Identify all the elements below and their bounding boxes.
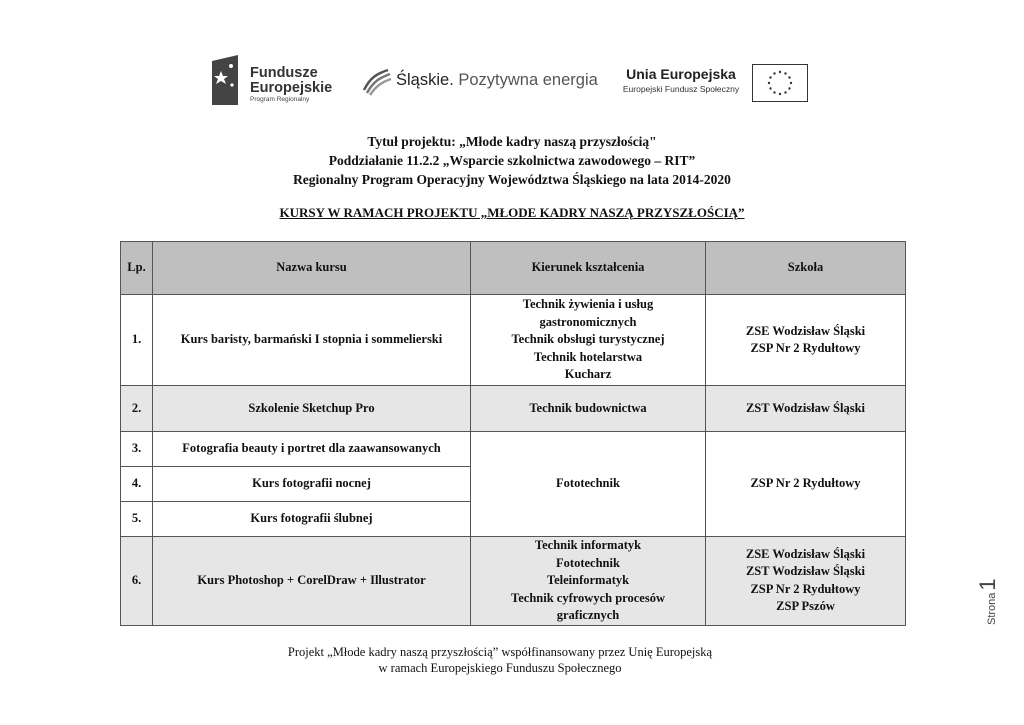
- table-row: [121, 386, 906, 432]
- table-row: [121, 432, 906, 467]
- table-header-row: [121, 242, 906, 295]
- cell-szkola: ZST Wodzisław Śląski: [706, 386, 906, 432]
- kierunek-line: Kucharz: [564, 367, 612, 382]
- szkola-line: ZST Wodzisław Śląski: [745, 564, 866, 579]
- kierunek-line: Teleinformatyk: [546, 573, 630, 587]
- szkola-line: ZSE Wodzisław Śląski: [745, 323, 866, 338]
- slaskie-brand: Śląskie.: [396, 71, 454, 89]
- cell-course-name: Kurs fotografii ślubnej: [153, 502, 471, 537]
- cell-lp: 5.: [121, 502, 153, 537]
- cell-course-name: Szkolenie Sketchup Pro: [153, 386, 471, 432]
- szkola-line: ZSP Nr 2 Rydułtowy: [750, 581, 861, 596]
- footer-line2: w ramach Europejskiego Funduszu Społecznego: [378, 661, 622, 675]
- cell-lp: 2.: [121, 386, 153, 432]
- fe-logo-line1: Fundusze: [250, 65, 318, 81]
- kierunek-line: gastronomicznych: [539, 314, 637, 329]
- szkola-line: ZSE Wodzisław Śląski: [745, 546, 866, 561]
- page-number-label: Strona: [986, 592, 998, 625]
- szkola-line: ZSP Nr 2 Rydułtowy: [750, 341, 861, 355]
- kierunek-line: Technik obsługi turystycznej: [511, 332, 665, 347]
- cell-kierunek: [471, 537, 706, 626]
- project-header: [0, 132, 1024, 189]
- cell-course-name: Kurs Photoshop + CorelDraw + Illustrator: [153, 537, 471, 626]
- kierunek-line: Technik informatyk: [534, 538, 642, 552]
- project-subaction: Poddziałanie 11.2.2 „Wsparcie szkolnictwa zawodowego – RIT”: [328, 153, 696, 168]
- slaskie-wave-icon: [362, 68, 392, 96]
- page-footer: [0, 644, 1000, 676]
- cell-kierunek: [471, 295, 706, 386]
- column-header-kierunek: Kierunek kształcenia: [471, 242, 706, 295]
- project-program: Regionalny Program Operacyjny Województwa Śląskiego na lata 2014-2020: [293, 172, 731, 187]
- cell-szkola-merged: ZSP Nr 2 Rydułtowy: [706, 432, 906, 537]
- szkola-line: ZSP Pszów: [776, 599, 835, 614]
- logo-bar: [0, 52, 1024, 108]
- kierunek-line: Technik żywienia i usług: [522, 297, 654, 312]
- kierunek-line: Fototechnik: [556, 555, 620, 570]
- kierunek-line: graficznych: [556, 608, 620, 622]
- cell-szkola: [706, 537, 906, 626]
- cell-kierunek: Technik budownictwa: [471, 386, 706, 432]
- cell-lp: 6.: [121, 537, 153, 626]
- cell-kierunek-merged: Fototechnik: [471, 432, 706, 537]
- eu-logo-line1: Unia Europejska: [626, 66, 736, 82]
- footer-line1: Projekt „Młode kadry naszą przyszłością” współfinansowany przez Unię Europejską: [287, 645, 713, 659]
- column-header-lp: Lp.: [121, 242, 153, 295]
- cell-lp: 3.: [121, 432, 153, 467]
- project-title: Tytuł projektu: „Młode kadry naszą przyszłością": [367, 134, 657, 149]
- fe-logo-line2: Europejskie: [250, 80, 333, 96]
- kierunek-line: Technik cyfrowych procesów: [511, 590, 665, 605]
- courses-table: [120, 241, 906, 626]
- column-header-szkola: Szkoła: [706, 242, 906, 295]
- cell-course-name: Kurs baristy, barmański I stopnia i sommelierski: [153, 295, 471, 386]
- table-row: [121, 537, 906, 626]
- page-number: [975, 565, 1005, 625]
- eu-flag-icon: [752, 64, 808, 102]
- cell-course-name: Kurs fotografii nocnej: [153, 467, 471, 502]
- table-row: [121, 295, 906, 386]
- cell-lp: 1.: [121, 295, 153, 386]
- eu-logo-line2: Europejski Fundusz Społeczny: [622, 84, 740, 94]
- fe-stars-icon: [212, 55, 246, 105]
- courses-heading: KURSY W RAMACH PROJEKTU „MŁODE KADRY NASZĄ PRZYSZŁOŚCIĄ”: [279, 205, 745, 220]
- column-header-nazwa: Nazwa kursu: [153, 242, 471, 295]
- kierunek-line: Technik hotelarstwa: [533, 349, 643, 364]
- cell-course-name: Fotografia beauty i portret dla zaawansowanych: [153, 432, 471, 467]
- cell-szkola: [706, 295, 906, 386]
- fe-logo-line3: Program Regionalny: [250, 96, 310, 103]
- cell-lp: 4.: [121, 467, 153, 502]
- slaskie-tagline: Pozytywna energia: [458, 71, 598, 89]
- page-number-value: 1: [975, 578, 1000, 591]
